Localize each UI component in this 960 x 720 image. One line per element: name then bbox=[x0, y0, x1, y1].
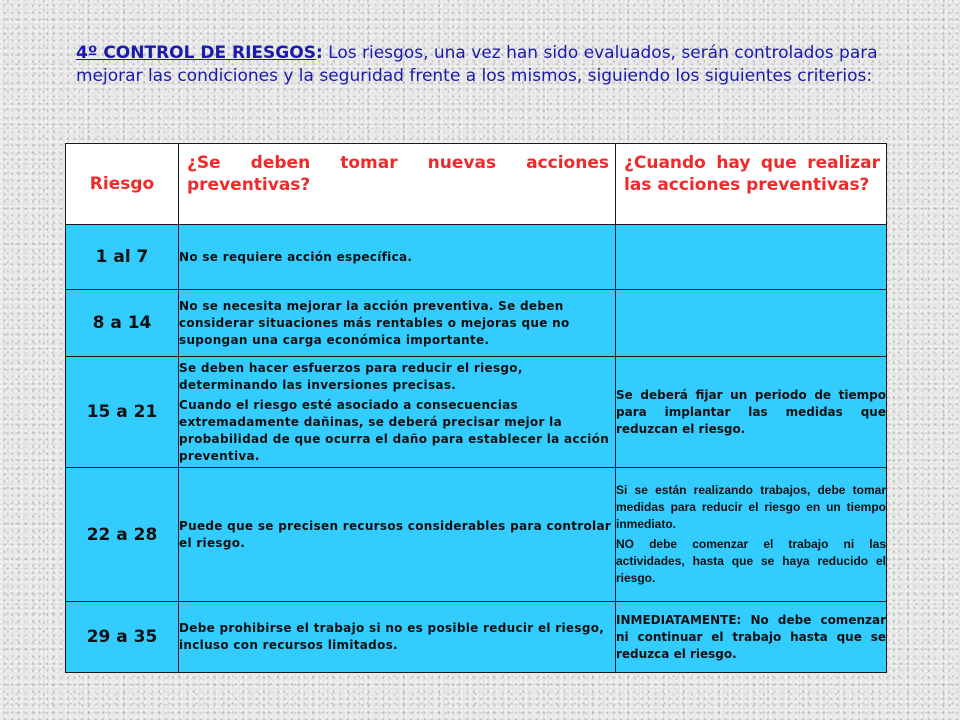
actions-text: Se deben hacer esfuerzos para reducir el riesgo, determinando las inversiones precisas. bbox=[179, 360, 523, 392]
when-cell bbox=[616, 225, 887, 290]
risk-range: 1 al 7 bbox=[66, 225, 179, 290]
actions-text: No se requiere acción específica. bbox=[179, 249, 413, 264]
risk-range: 15 a 21 bbox=[66, 357, 179, 468]
when-text: Si se están realizando trabajos, debe tomar medidas para reducir el riesgo en un tiempo inmediato. bbox=[616, 483, 886, 531]
header-when: ¿Cuando hay que realizar las acciones preventivas? bbox=[624, 153, 880, 195]
table-row bbox=[66, 602, 887, 673]
table-row bbox=[66, 225, 887, 290]
intro-paragraph bbox=[76, 42, 906, 88]
when-text: NO debe comenzar el trabajo ni las actividades, hasta que se haya reducido el riesgo. bbox=[616, 537, 886, 585]
actions-text: Cuando el riesgo esté asociado a consecuencias extremadamente dañinas, se deberá precisar mejor la probabilidad de que ocurra el daño para establecer la acción preventiva. bbox=[179, 397, 610, 463]
when-text: Se deberá fijar un periodo de tiempo para implantar las medidas que reduzcan el riesgo. bbox=[616, 387, 886, 436]
risk-range: 22 a 28 bbox=[66, 468, 179, 602]
header-risk-cell bbox=[66, 144, 179, 225]
actions-text: Puede que se precisen recursos considerables para controlar el riesgo. bbox=[179, 518, 612, 550]
actions-cell bbox=[179, 290, 616, 357]
table-row bbox=[66, 468, 887, 602]
intro-text: Los riesgos, una vez han sido evaluados, serán controlados para mejorar las condiciones y la seguridad frente a los mismos, siguiendo los siguientes criterios: bbox=[76, 43, 878, 86]
risk-range: 8 a 14 bbox=[66, 290, 179, 357]
actions-text: Debe prohibirse el trabajo si no es posible reducir el riesgo, incluso con recursos limitados. bbox=[179, 621, 605, 652]
table-row bbox=[66, 290, 887, 357]
actions-cell bbox=[179, 225, 616, 290]
when-cell bbox=[616, 468, 887, 602]
header-actions-cell bbox=[179, 144, 616, 225]
when-cell bbox=[616, 357, 887, 468]
table-header-row bbox=[66, 144, 887, 225]
actions-cell bbox=[179, 468, 616, 602]
header-actions: ¿Se deben tomar nuevas acciones preventivas? bbox=[187, 153, 609, 195]
header-when-cell bbox=[616, 144, 887, 225]
when-cell bbox=[616, 602, 887, 673]
when-text: INMEDIATAMENTE: No debe comenzar ni continuar el trabajo hasta que se reduzca el riesgo. bbox=[616, 612, 886, 661]
actions-text: No se necesita mejorar la acción preventiva. Se deben considerar situaciones más rentables o mejoras que no supongan una carga económica importante. bbox=[179, 298, 570, 347]
risk-control-table bbox=[65, 143, 887, 673]
actions-cell bbox=[179, 602, 616, 673]
actions-cell bbox=[179, 357, 616, 468]
when-cell bbox=[616, 290, 887, 357]
section-title: 4º CONTROL DE RIESGOS bbox=[76, 43, 316, 63]
table-row bbox=[66, 357, 887, 468]
risk-range: 29 a 35 bbox=[66, 602, 179, 673]
section-title-colon: : bbox=[315, 43, 323, 63]
header-risk: Riesgo bbox=[89, 174, 155, 194]
